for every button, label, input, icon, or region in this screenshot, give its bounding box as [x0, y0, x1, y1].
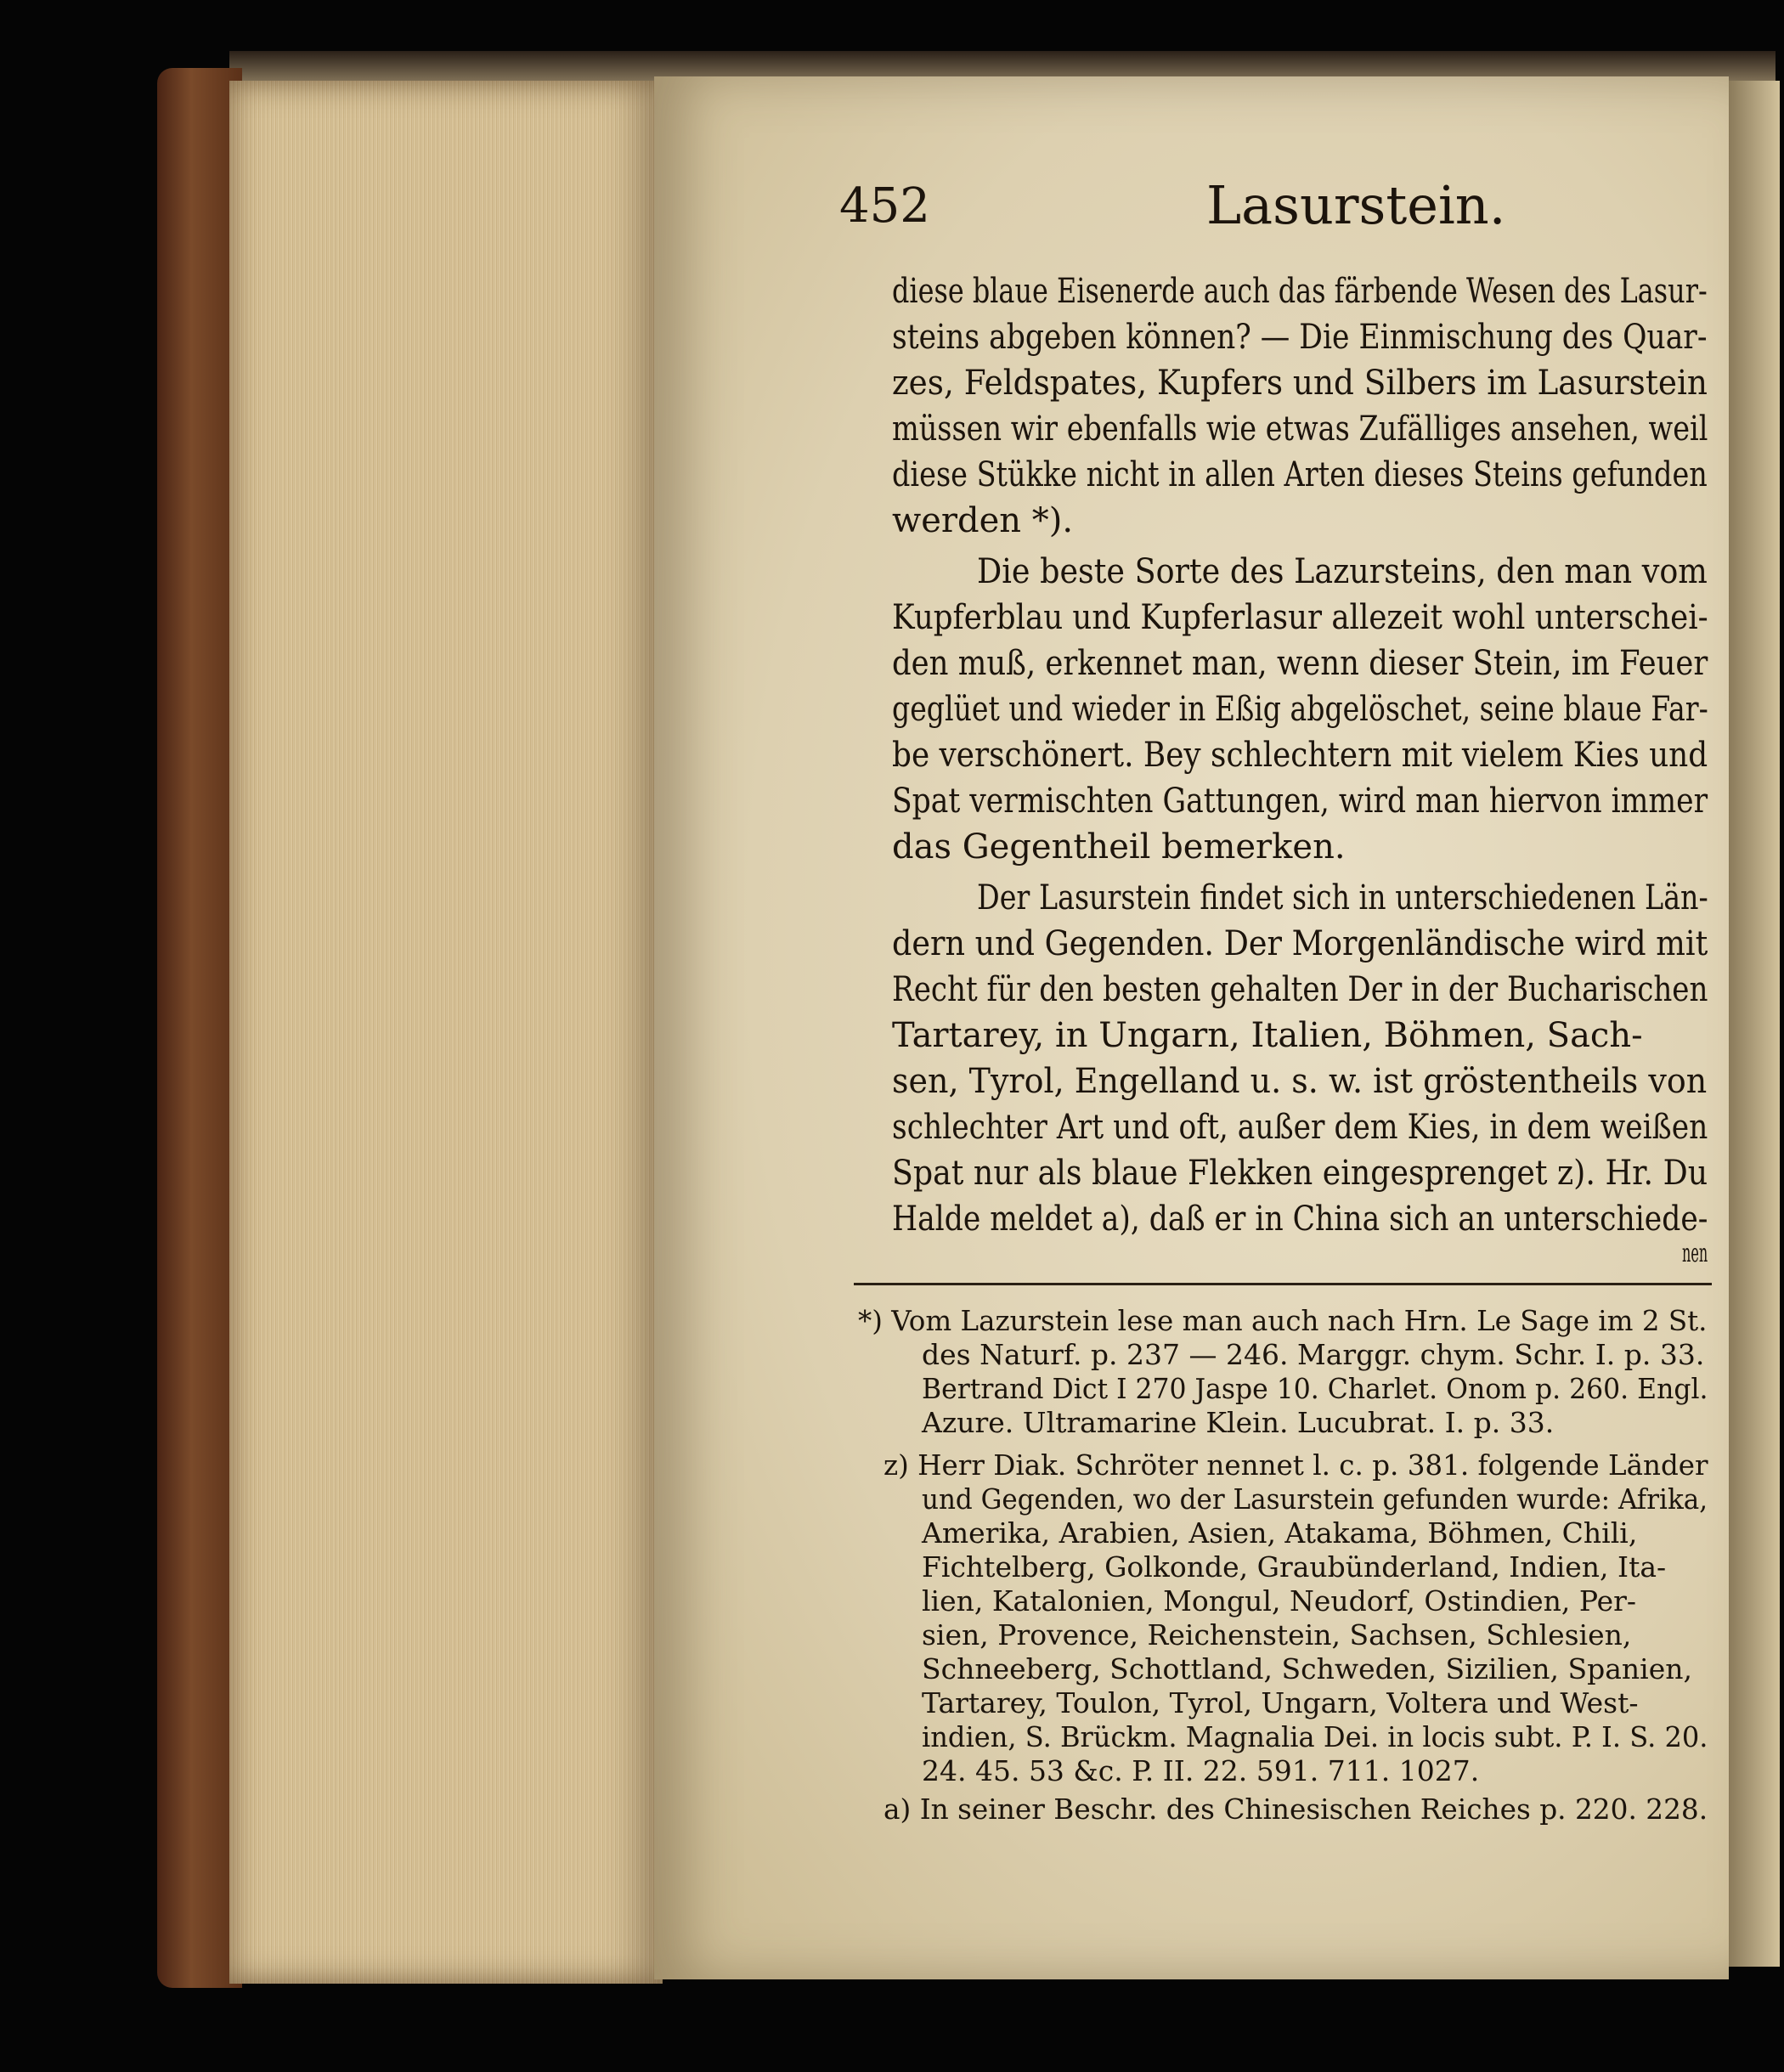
body-line: Kupferblau und Kupferlasur allezeit wohl unterschei-	[892, 598, 1708, 637]
footnote-line: Amerika, Arabien, Asien, Atakama, Böhmen, Chili,	[922, 1516, 1638, 1550]
body-line: müssen wir ebenfalls wie etwas Zufälliges ansehen, weil	[892, 409, 1708, 449]
page-number: 452	[839, 178, 930, 234]
footnote-line: *) Vom Lazurstein lese man auch nach Hrn. Le Sage im 2 St.	[858, 1304, 1708, 1337]
footnote-line: und Gegenden, wo der Lasurstein gefunden wurde: Afrika,	[922, 1482, 1708, 1516]
footnote-line: a) In seiner Beschr. des Chinesischen Reiches p. 220. 228.	[884, 1793, 1708, 1826]
body-line: be verschönert. Bey schlechtern mit vielem Kies und	[892, 736, 1708, 775]
footnote-line: z) Herr Diak. Schröter nennet l. c. p. 381. folgende Länder	[884, 1448, 1708, 1482]
footnote-line: Azure. Ultramarine Klein. Lucubrat. I. p. 33.	[922, 1406, 1555, 1439]
page-edges-block	[229, 81, 663, 1984]
body-line: dern und Gegenden. Der Morgenländische wird mit	[892, 924, 1708, 963]
body-line: Spat nur als blaue Flekken eingesprenget z). Hr. Du	[892, 1154, 1708, 1193]
paragraph-start-line: Der Lasurstein findet sich in unterschiedenen Län-	[977, 878, 1708, 917]
facing-page-edge	[1729, 81, 1780, 1967]
body-line: schlechter Art und oft, außer dem Kies, in dem weißen	[892, 1108, 1708, 1147]
body-line: Halde meldet a), daß er in China sich an unterschiede-	[892, 1200, 1708, 1239]
body-line: diese blaue Eisenerde auch das färbende Wesen des Lasur-	[892, 272, 1708, 311]
footnote-line: Bertrand Dict I 270 Jaspe 10. Charlet. Onom p. 260. Engl.	[922, 1372, 1708, 1405]
body-line: zes, Feldspates, Kupfers und Silbers im Lasurstein	[892, 364, 1708, 403]
footnote-line: sien, Provence, Reichenstein, Sachsen, Schlesien,	[922, 1618, 1632, 1651]
body-line: werden *).	[892, 501, 1074, 540]
footnote-line: lien, Katalonien, Mongul, Neudorf, Ostindien, Per-	[922, 1584, 1637, 1618]
footnote-line: 24. 45. 53 &c. P. II. 22. 591. 711. 1027.	[922, 1754, 1480, 1787]
catchword: nen	[1682, 1239, 1708, 1268]
body-line: Recht für den besten gehalten Der in der Bucharischen	[892, 970, 1708, 1009]
footnote-line: indien, S. Brückm. Magnalia Dei. in locis subt. P. I. S. 20.	[922, 1720, 1708, 1753]
body-line: das Gegentheil bemerken.	[892, 827, 1346, 867]
body-line: den muß, erkennet man, wenn dieser Stein, im Feuer	[892, 644, 1708, 683]
body-line: diese Stükke nicht in allen Arten dieses Steins gefunden	[892, 455, 1708, 494]
footnote-rule	[854, 1283, 1712, 1285]
footnote-line: Schneeberg, Schottland, Schweden, Sizilien, Spanien,	[922, 1652, 1692, 1685]
footnote-line: Tartarey, Toulon, Tyrol, Ungarn, Voltera und West-	[922, 1686, 1639, 1719]
body-line: Tartarey, in Ungarn, Italien, Böhmen, Sach-	[892, 1016, 1643, 1055]
paragraph-start-line: Die beste Sorte des Lazursteins, den man vom	[977, 552, 1708, 591]
body-line: geglüet und wieder in Eßig abgelöschet, seine blaue Far-	[892, 690, 1708, 729]
body-line: Spat vermischten Gattungen, wird man hiervon immer	[892, 782, 1708, 821]
footnote-line: des Naturf. p. 237 — 246. Marggr. chym. Schr. I. p. 33.	[922, 1338, 1705, 1371]
footnote-line: Fichtelberg, Golkonde, Graubünderland, Indien, Ita-	[922, 1550, 1667, 1584]
body-line: sen, Tyrol, Engelland u. s. w. ist gröstentheils von	[892, 1062, 1708, 1101]
body-line: steins abgeben können? — Die Einmischung des Quar-	[892, 318, 1708, 357]
running-title: Lasurstein.	[1206, 174, 1506, 236]
